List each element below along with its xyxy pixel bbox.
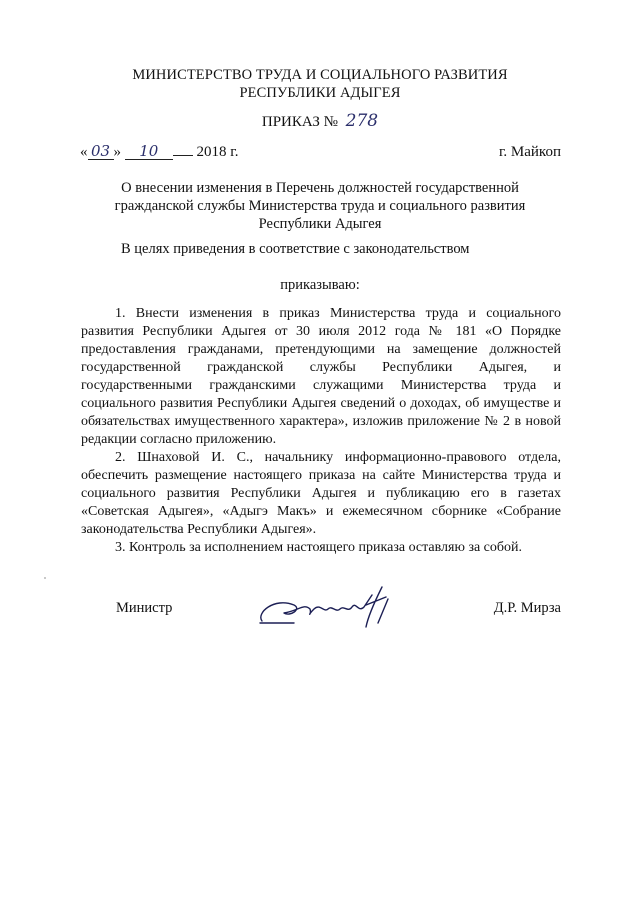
paragraph-3: 3. Контроль за исполнением настоящего приказа оставляю за собой.: [115, 540, 523, 555]
subject-line1: О внесении изменения в Перечень должностей государственной: [121, 180, 519, 196]
order-number-handwritten: 278: [345, 111, 379, 131]
date-close-quote: »: [113, 144, 121, 160]
document-header: [0, 66, 640, 102]
scan-artifact-mark: [44, 577, 46, 579]
signature-block: [116, 583, 561, 633]
handwritten-signature: [254, 583, 414, 633]
date-month-handwritten: 10: [125, 143, 173, 160]
order-label: ПРИКАЗ №: [261, 114, 338, 130]
ministry-name-line1: МИНИСТЕРСТВО ТРУДА И СОЦИАЛЬНОГО РАЗВИТИЯ: [132, 67, 508, 83]
paragraph-2: 2. Шнаховой И. С., начальнику информационно-правового отдела, обеспечить размещение настоящего приказа на сайте Министерства труда и социального развития Республики Адыгея и публикацию его в газетах «Советская Адыгея», «Адыгэ Макъ» и ежемесячном сборнике «Собрание законодательства Республики Адыгея».: [81, 450, 561, 537]
subject-line3: Республики Адыгея: [258, 216, 382, 232]
order-subject: [0, 179, 640, 233]
date-day-handwritten: 03: [88, 143, 114, 160]
order-title: [0, 111, 640, 131]
subject-line2: гражданской службы Министерства труда и социального развития: [114, 198, 526, 214]
date-open-quote: «: [80, 144, 88, 160]
purpose-statement: В целях приведения в соответствие с законодательством: [121, 241, 470, 257]
decree-word: приказываю:: [280, 277, 360, 293]
signatory-name: Д.Р. Мирза: [493, 600, 561, 616]
date-year: 2018 г.: [196, 144, 239, 160]
signatory-title: Министр: [116, 600, 173, 616]
date-city-line: [80, 143, 561, 161]
ministry-name-line2: РЕСПУБЛИКИ АДЫГЕЯ: [239, 85, 401, 101]
order-date: [80, 143, 238, 161]
city-name: г. Майкоп: [498, 144, 561, 160]
order-body: [81, 305, 561, 557]
paragraph-1: 1. Внести изменения в приказ Министерства труда и социального развития Республики Адыгея от 30 июля 2012 года № 181 «О Порядке предоставления гражданами, претендующими на замещение должностей государственной гражданской службы Республики Адыгея, и государственными гражданскими служащими Министерства труда и социального развития Республики Адыгея сведений о доходах, об имуществе и обязательствах имущественного характера», изложив приложение № 2 в новой редакции согласно приложению.: [81, 306, 561, 447]
date-underline-gap: [173, 155, 193, 156]
